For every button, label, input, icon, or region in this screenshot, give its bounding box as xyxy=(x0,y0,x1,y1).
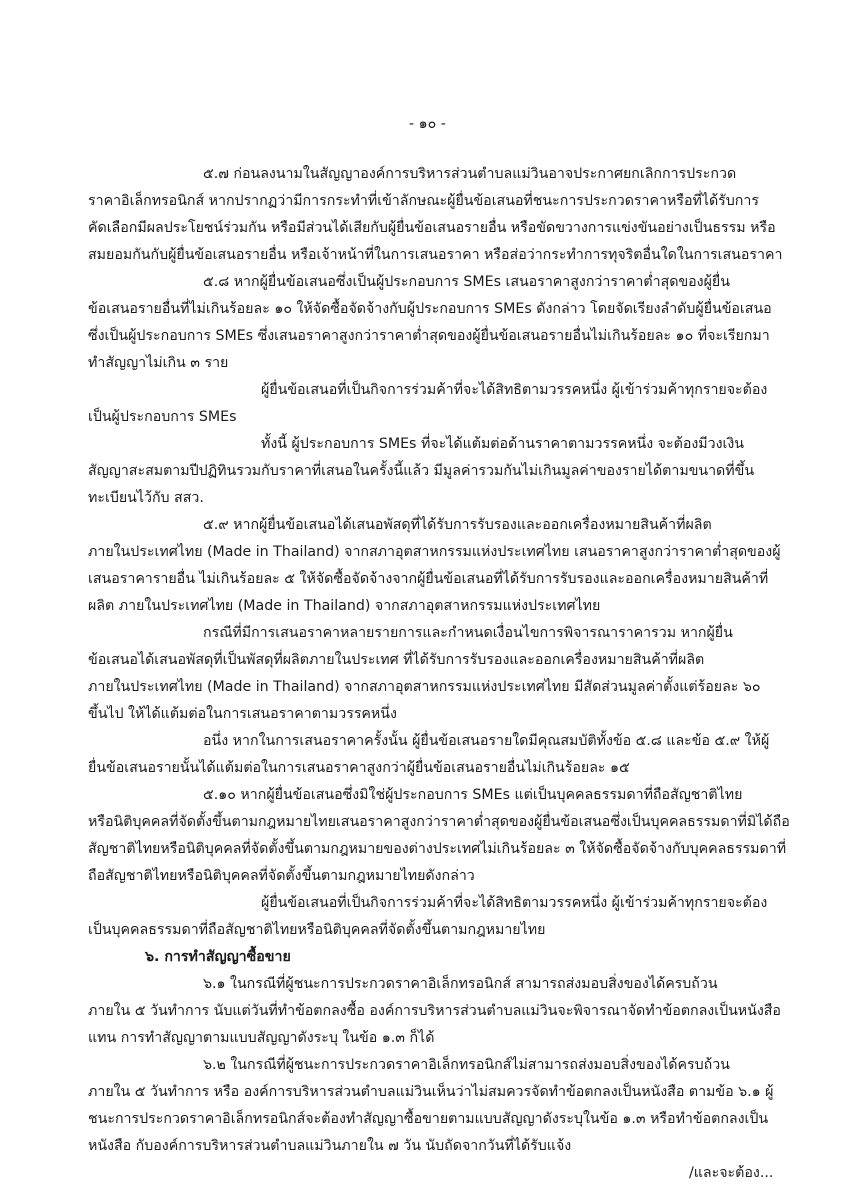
line-5-8-smes: สัญญาสะสมตามปีปฏิทินรวมกับราคาที่เสนอในครั้งนี้แล้ว มีมูลค่ารวมกันไม่เกินมูลค่าของรายได้ตามขนาดที่ขึ้น xyxy=(88,463,755,479)
line-5-9-multi: ข้อเสนอได้เสนอพัสดุที่เป็นพัสดุที่ผลิตภายในประเทศ ที่ได้รับการรับรองและออกเครื่องหมายสินค้าที่ผลิต xyxy=(88,652,705,668)
line-5-9-both: ยื่นข้อเสนอรายนั้นได้แต้มต่อในการเสนอราคาสูงกว่าผู้ยื่นข้อเสนอรายอื่นไม่เกินร้อยละ ๑๕ xyxy=(88,760,630,776)
line-5-8-body: ข้อเสนอรายอื่นที่ไม่เกินร้อยละ ๑๐ ให้จัดซื้อจัดจ้างกับผู้ประกอบการ SMEs ดังกล่าว โดยจัดเรียงลำดับผู้ยื่นข้อเสนอ xyxy=(88,301,772,317)
line-5-8-body: ทำสัญญาไม่เกิน ๓ ราย xyxy=(88,355,229,371)
line-6-2-heading: ๖.๒ ในกรณีที่ผู้ชนะการประกวดราคาอิเล็กทรอนิกส์ไม่สามารถส่งมอบสิ่งของได้ครบถ้วน xyxy=(203,1057,730,1073)
line-6-2-body: หนังสือ กับองค์การบริหารส่วนตำบลแม่วินภายใน ๗ วัน นับถัดจากวันที่ได้รับแจ้ง xyxy=(88,1138,572,1154)
line-5-9-body: ผลิต ภายในประเทศไทย (Made in Thailand) จากสภาอุตสาหกรรมแห่งประเทศไทย xyxy=(88,598,601,614)
section-6-heading: ๖. การทำสัญญาซื้อขาย xyxy=(145,949,291,965)
page-number: - ๑๐ - xyxy=(409,116,446,132)
line-6-1-heading: ๖.๑ ในกรณีที่ผู้ชนะการประกวดราคาอิเล็กทรอนิกส์ สามารถส่งมอบสิ่งของได้ครบถ้วน xyxy=(203,976,718,992)
line-5-9-multi: ขึ้นไป ให้ได้แต้มต่อในการเสนอราคาตามวรรคหนึ่ง xyxy=(88,706,397,722)
line-5-9-both: อนึ่ง หากในการเสนอราคาครั้งนั้น ผู้ยื่นข้อเสนอรายใดมีคุณสมบัติทั้งข้อ ๕.๘ และข้อ ๕.๙ ให้ผู้ xyxy=(203,733,770,749)
line-5-8-smes: ทั้งนี้ ผู้ประกอบการ SMEs ที่จะได้แต้มต่อด้านราคาตามวรรคหนึ่ง จะต้องมีวงเงิน xyxy=(261,436,744,452)
line-5-9-body: เสนอราคารายอื่น ไม่เกินร้อยละ ๕ ให้จัดซื้อจัดจ้างจากผู้ยื่นข้อเสนอที่ได้รับการรับรองและออกเครื่องหมายสินค้าที่ xyxy=(88,571,769,587)
line-5-10-body: ถือสัญชาติไทยหรือนิติบุคคลที่จัดตั้งขึ้นตามกฎหมายไทยดังกล่าว xyxy=(88,868,475,884)
line-5-7-body: สมยอมกันกับผู้ยื่นข้อเสนอรายอื่น หรือเจ้าหน้าที่ในการเสนอราคา หรือส่อว่ากระทำการทุจริตอื่นใดในการเสนอราคา xyxy=(88,247,783,263)
line-6-1-body: ภายใน ๕ วันทำการ นับแต่วันที่ทำข้อตกลงซื้อ องค์การบริหารส่วนตำบลแม่วินจะพิจารณาจัดทำข้อตกลงเป็นหนังสือ xyxy=(88,1003,781,1019)
line-5-7-heading: ๕.๗ ก่อนลงนามในสัญญาองค์การบริหารส่วนตำบลแม่วินอาจประกาศยกเลิกการประกวด xyxy=(203,166,737,182)
line-5-8-jv: เป็นผู้ประกอบการ SMEs xyxy=(88,409,237,425)
line-5-10-jv: เป็นบุคคลธรรมดาที่ถือสัญชาติไทยหรือนิติบุคคลที่จัดตั้งขึ้นตามกฎหมายไทย xyxy=(88,922,546,938)
line-5-10-body: หรือนิติบุคคลที่จัดตั้งขึ้นตามกฎหมายไทยเสนอราคาสูงกว่าราคาต่ำสุดของผู้ยื่นข้อเสนอซึ่งเป็นบุคคลธรรมดาที่มิได้ถือ xyxy=(88,814,790,830)
line-5-8-smes: ทะเบียนไว้กับ สสว. xyxy=(88,490,204,506)
line-5-10-heading: ๕.๑๐ หากผู้ยื่นข้อเสนอซึ่งมิใช่ผู้ประกอบการ SMEs แต่เป็นบุคคลธรรมดาที่ถือสัญชาติไทย xyxy=(203,787,743,803)
line-5-10-jv: ผู้ยื่นข้อเสนอที่เป็นกิจการร่วมค้าที่จะได้สิทธิตามวรรคหนึ่ง ผู้เข้าร่วมค้าทุกรายจะต้อง xyxy=(261,895,768,911)
line-5-8-body: ซึ่งเป็นผู้ประกอบการ SMEs ซึ่งเสนอราคาสูงกว่าราคาต่ำสุดของผู้ยื่นข้อเสนอรายอื่นไม่เกินร้อยละ ๑๐ ที่จะเรียกมา xyxy=(88,328,770,344)
line-5-7-body: ราคาอิเล็กทรอนิกส์ หากปรากฏว่ามีการกระทำที่เข้าลักษณะผู้ยื่นข้อเสนอที่ชนะการประกวดราคาหรือที่ได้รับการ xyxy=(88,193,759,209)
line-6-2-body: ชนะการประกวดราคาอิเล็กทรอนิกส์จะต้องทำสัญญาซื้อขายตามแบบสัญญาดังระบุในข้อ ๑.๓ หรือทำข้อตกลงเป็น xyxy=(88,1111,769,1127)
line-5-9-multi: ภายในประเทศไทย (Made in Thailand) จากสภาอุตสาหกรรมแห่งประเทศไทย มีสัดส่วนมูลค่าตั้งแต่ร้อยละ ๖๐ xyxy=(88,679,761,695)
line-5-9-body: ภายในประเทศไทย (Made in Thailand) จากสภาอุตสาหกรรมแห่งประเทศไทย เสนอราคาสูงกว่าราคาต่ำสุดของผู้ xyxy=(88,544,781,560)
line-5-9-multi: กรณีที่มีการเสนอราคาหลายรายการและกำหนดเงื่อนไขการพิจารณาราคารวม หากผู้ยื่น xyxy=(203,625,733,641)
line-5-8-jv: ผู้ยื่นข้อเสนอที่เป็นกิจการร่วมค้าที่จะได้สิทธิตามวรรคหนึ่ง ผู้เข้าร่วมค้าทุกรายจะต้อง xyxy=(261,382,768,398)
footer-continuation: /และจะต้อง... xyxy=(689,1165,774,1181)
line-5-8-heading: ๕.๘ หากผู้ยื่นข้อเสนอซึ่งเป็นผู้ประกอบการ SMEs เสนอราคาสูงกว่าราคาต่ำสุดของผู้ยื่น xyxy=(203,274,730,290)
line-6-1-body: แทน การทำสัญญาตามแบบสัญญาดังระบุ ในข้อ ๑.๓ ก็ได้ xyxy=(88,1030,435,1046)
line-5-10-body: สัญชาติไทยหรือนิติบุคคลที่จัดตั้งขึ้นตามกฎหมายของต่างประเทศไม่เกินร้อยละ ๓ ให้จัดซื้อจัดจ้างกับบุคคลธรรมดาที่ xyxy=(88,841,787,857)
line-5-7-body: คัดเลือกมีผลประโยชน์ร่วมกัน หรือมีส่วนได้เสียกับผู้ยื่นข้อเสนอรายอื่น หรือขัดขวางการแข่งขันอย่างเป็นธรรม หรือ xyxy=(88,220,776,236)
line-6-2-body: ภายใน ๕ วันทำการ หรือ องค์การบริหารส่วนตำบลแม่วินเห็นว่าไม่สมควรจัดทำข้อตกลงเป็นหนังสือ ตามข้อ ๖.๑ ผู้ xyxy=(88,1084,774,1100)
line-5-9-heading: ๕.๙ หากผู้ยื่นข้อเสนอได้เสนอพัสดุที่ได้รับการรับรองและออกเครื่องหมายสินค้าที่ผลิต xyxy=(203,517,712,533)
